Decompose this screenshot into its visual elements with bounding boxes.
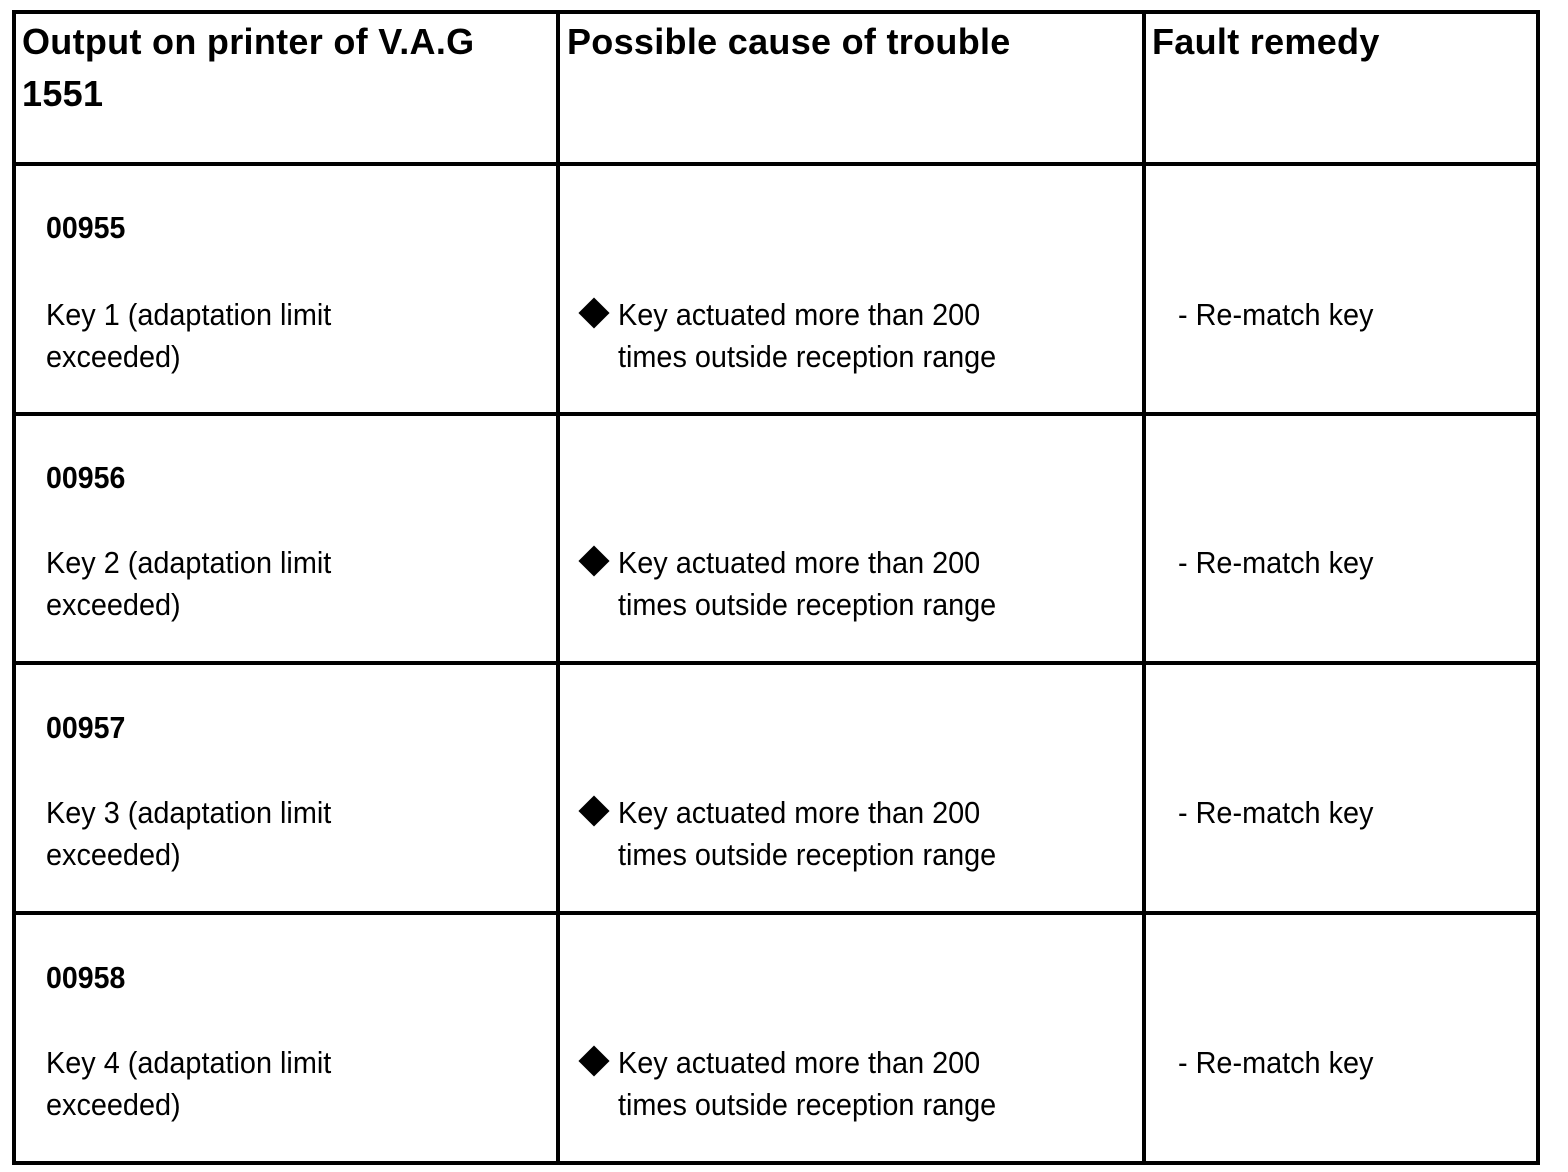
possible-cause: Key actuated more than 200 times outside reception range <box>618 1045 997 1122</box>
header-fault-remedy: Fault remedy <box>1152 21 1380 62</box>
column-divider <box>556 14 560 1161</box>
fault-description: Key 4 (adaptation limit exceeded) <box>46 1045 332 1122</box>
fault-remedy: - Re-match key <box>1178 795 1374 830</box>
bullet-diamond-icon <box>578 297 609 328</box>
fault-code: 00957 <box>46 710 126 745</box>
header-possible-cause: Possible cause of trouble <box>567 21 1011 62</box>
bullet-diamond-icon <box>578 545 609 576</box>
fault-remedy: - Re-match key <box>1178 297 1374 332</box>
fault-code: 00956 <box>46 460 126 495</box>
row-divider <box>16 412 1536 416</box>
column-divider <box>1142 14 1146 1161</box>
header-output-on-printer <box>22 16 552 120</box>
header-output-line-1: Output on printer of V.A.G <box>22 21 475 62</box>
fault-description: Key 2 (adaptation limit exceeded) <box>46 545 332 622</box>
row-divider <box>16 911 1536 915</box>
possible-cause: Key actuated more than 200 times outside reception range <box>618 545 997 622</box>
row-divider <box>16 162 1536 166</box>
fault-remedy: - Re-match key <box>1178 545 1374 580</box>
fault-table <box>12 10 1540 1165</box>
fault-code: 00955 <box>46 210 126 245</box>
fault-code: 00958 <box>46 960 126 995</box>
possible-cause: Key actuated more than 200 times outside reception range <box>618 297 997 374</box>
header-output-line-2: 1551 <box>22 73 104 114</box>
bullet-diamond-icon <box>578 795 609 826</box>
possible-cause: Key actuated more than 200 times outside reception range <box>618 795 997 872</box>
fault-description: Key 1 (adaptation limit exceeded) <box>46 297 332 374</box>
fault-remedy: - Re-match key <box>1178 1045 1374 1080</box>
row-divider <box>16 661 1536 665</box>
fault-description: Key 3 (adaptation limit exceeded) <box>46 795 332 872</box>
bullet-diamond-icon <box>578 1045 609 1076</box>
